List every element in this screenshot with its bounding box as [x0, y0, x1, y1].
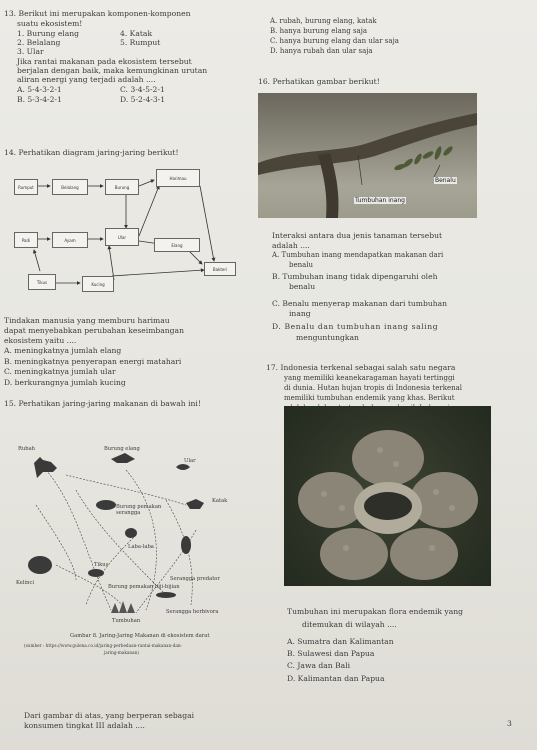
q14-option-d: D. berkurangnya jumlah kucing	[4, 378, 126, 387]
label-burung-elang: Burung elang	[104, 446, 140, 452]
q17-photo-drawing	[284, 420, 491, 586]
label-katak: Katak	[212, 498, 228, 504]
q15-stem-2: konsumen tingkat III adalah ....	[24, 721, 145, 730]
label-tumbuhan: Tumbuhan	[112, 618, 141, 624]
node-ular: Ular	[105, 228, 139, 246]
q16-title: 16. Perhatikan gambar berikut!	[258, 77, 380, 86]
q15-stem-1: Dari gambar di atas, yang berperan sebagai	[24, 711, 195, 720]
q17-option-c: C. Jawa dan Bali	[287, 661, 351, 670]
eagle-silhouette	[111, 453, 135, 463]
label-burung-pemakan: Burung pemakan	[116, 504, 162, 510]
label-serangga-herbivora: Serangga herbivora	[166, 609, 219, 615]
q12-option-d: D. hanya rubah dan ular saja	[270, 47, 373, 55]
q13-stem-1: Jika rantai makanan pada ekosistem tersebut	[17, 57, 192, 66]
q16-option-c-1: C. Benalu menyerap makanan dari tumbuhan	[272, 299, 448, 308]
q13-component-5: 5. Rumput	[120, 38, 161, 47]
q17-option-d: D. Kalimantan dan Papua	[287, 674, 385, 683]
q13-line2: suatu ekosistem!	[17, 19, 83, 28]
q13-line1: 13. Berikut ini merupakan komponen-komponen	[4, 9, 191, 18]
label-laba-laba: Laba-laba	[128, 544, 154, 550]
mouse-silhouette	[88, 569, 104, 577]
node-padi: Padi	[14, 232, 38, 248]
q13-option-c: C. 3-4-5-2-1	[120, 85, 165, 94]
frog-silhouette	[186, 499, 204, 509]
q13-component-1: 1. Burung elang	[17, 29, 80, 38]
q16-option-d-2: menguntungkan	[296, 333, 359, 342]
q16-label-inang: Tumbuhan inang	[355, 197, 405, 204]
label-ular: Ular	[184, 458, 196, 464]
q16-option-a-2: benalu	[289, 261, 314, 269]
q14-option-a: A. meningkatnya jumlah elang	[4, 346, 122, 355]
spider-silhouette	[125, 528, 137, 538]
grasshopper-silhouette	[156, 592, 176, 598]
label-rubah: Rubah	[18, 446, 36, 452]
q17-line1: 17. Indonesia terkenal sebagai salah satu negara	[266, 363, 456, 372]
beetle-silhouette	[181, 536, 191, 554]
q14-stem-3: ekosistem yaitu ....	[4, 336, 77, 345]
q15-figure-source-1: (sumber : https://www.gulena.co.id/jaring-perbedaan-rantai-makanan-dan-	[24, 643, 182, 648]
q14-stem-2: dapat menyebabkan perubahan keseimbangan	[4, 326, 184, 335]
q15-web-lines	[16, 445, 246, 625]
q12-option-b: B. hanya burung elang saja	[270, 27, 368, 35]
q17-option-b: B. Sulawesi dan Papua	[287, 649, 375, 658]
q16-stem-1: Interaksi antara dua jenis tanaman tersebut	[272, 231, 443, 240]
q17-line4: memiliki tumbuhan endemik yang khas. Berikut	[284, 394, 455, 402]
q13-stem-3: aliran energi yang terjadi adalah ....	[17, 75, 156, 84]
q17-line3: di dunia. Hutan hujan tropis di Indonesia terkenal	[284, 384, 463, 392]
node-burung: Burung	[105, 179, 139, 195]
label-serangga-predator: Serangga predator	[170, 576, 220, 582]
q16-option-a-1: A. Tumbuhan inang mendapatkan makanan dari	[272, 251, 444, 259]
page-number: 3	[507, 719, 512, 728]
q14-option-b: B. meningkatnya penyerapan energi matahari	[4, 357, 182, 366]
q16-option-c-2: inang	[289, 309, 311, 318]
q12-option-c: C. hanya burung elang dan ular saja	[270, 37, 399, 45]
q16-option-b-1: B. Tumbuhan inang tidak dipengaruhi oleh	[272, 272, 438, 281]
q15-food-web-illustration	[16, 445, 246, 625]
plant-silhouette	[111, 601, 135, 613]
q16-benalu-photo	[258, 93, 477, 218]
rabbit-silhouette	[28, 556, 52, 574]
q15-figure-caption: Gambar 8. Jaring-Jaring Makanan di ekosistem darat	[70, 633, 210, 639]
node-elang: Elang	[154, 238, 200, 252]
bird-silhouette	[96, 500, 116, 510]
node-kucing: Kucing	[82, 276, 114, 292]
q12-option-a: A. rubah, burung elang, katak	[270, 17, 377, 25]
node-belalang: Belalang	[52, 179, 88, 195]
q16-label-benalu: Benalu	[435, 177, 456, 184]
node-rumput: Rumput	[14, 179, 38, 195]
q16-stem-2: adalah ....	[272, 241, 310, 250]
q14-stem-1: Tindakan manusia yang memburu harimau	[4, 316, 170, 325]
label-kelinci: Kelinci	[16, 580, 35, 586]
node-bakteri: Bakteri	[204, 262, 236, 276]
q13-option-d: D. 5-2-4-3-1	[120, 95, 166, 104]
q13-option-a: A. 5-4-3-2-1	[17, 85, 62, 94]
q13-option-b: B. 5-3-4-2-1	[17, 95, 62, 104]
node-harimau: Harimau	[156, 169, 200, 187]
node-tikus: Tikus	[28, 274, 56, 290]
q13-component-2: 2. Belalang	[17, 38, 61, 47]
q15-figure-source-2: jaring-makanan)	[104, 650, 139, 655]
q15-title: 15. Perhatikan jaring-jaring makanan di bawah ini!	[4, 399, 201, 408]
label-tikus: Tikus	[94, 562, 109, 568]
fox-silhouette	[34, 457, 57, 478]
q17-caption-2: ditemukan di wilayah ....	[302, 620, 397, 629]
q14-title: 14. Perhatikan diagram jaring-jaring berikut!	[4, 148, 179, 157]
q14-option-c: C. meningkatnya jumlah ular	[4, 367, 116, 376]
q17-caption-1: Tumbuhan ini merupakan flora endemik yang	[287, 607, 463, 616]
q17-line2: yang memiliki keanekaragaman hayati tertinggi	[284, 374, 455, 382]
label-serangga: serangga	[116, 510, 141, 516]
q16-option-b-2: benalu	[289, 282, 316, 291]
node-ayam: Ayam	[52, 232, 88, 248]
q17-option-a: A. Sumatra dan Kalimantan	[287, 637, 394, 646]
q13-component-4: 4. Katak	[120, 29, 153, 38]
q14-food-web-diagram	[14, 166, 236, 298]
q17-rafflesia-photo	[284, 406, 491, 586]
q13-stem-2: berjalan dengan baik, maka kemungkinan urutan	[17, 66, 208, 75]
label-burung-biji: Burung pemakan biji-bijian	[108, 584, 180, 590]
q13-component-3: 3. Ular	[17, 47, 44, 56]
q16-option-d-1: D. Benalu dan tumbuhan inang saling	[272, 322, 439, 331]
